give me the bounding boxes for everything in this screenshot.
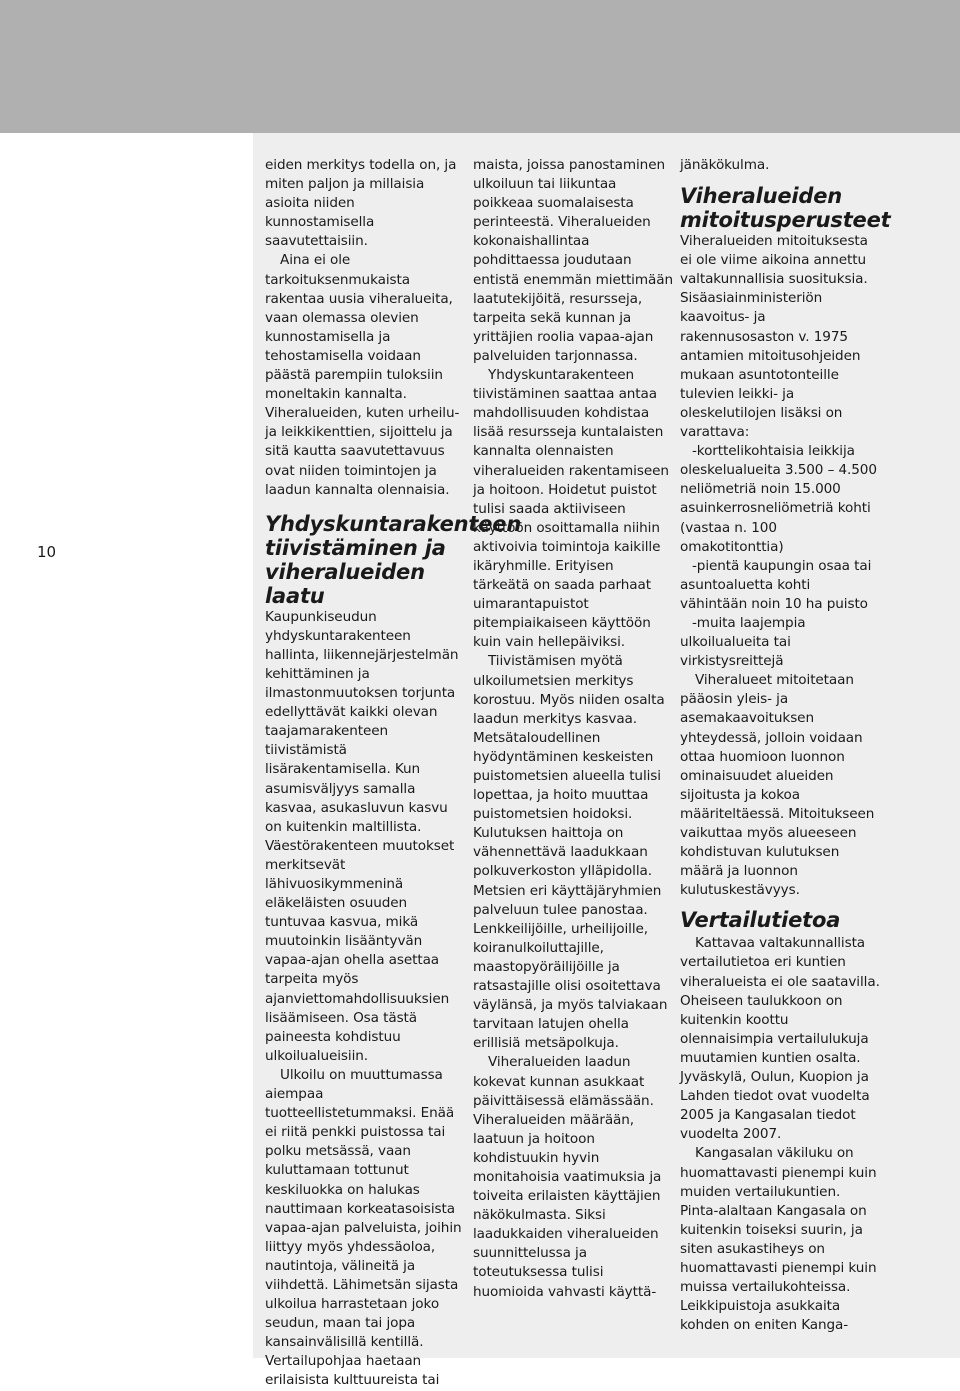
page-number: 10 — [37, 543, 57, 561]
paragraph: eiden merkitys todella on, ja miten paljon ja millaisia asioita niiden kunnostamisella saavutettaisiin. — [265, 157, 457, 250]
paragraph: Ulkoilu on muuttumassa aiempaa tuotteellistetummaksi. Enää ei riitä penkki puistossa tai polku metsässä, vaan kuluttamaan tottunut keskiluokka on halukas nauttimaan korkeatasoisista vapaa-ajan palveluista, joihin liittyy myös yhdessäoloa, nautintoja, välineitä ja viihdettä. Lähimetsän sijasta ulkoilua harrastetaan joko seudun, maan tai jopa kansainvälisillä kentillä. Vertailupohjaa haetaan erilaisista kulttuureista tai — [265, 1066, 462, 1389]
section-heading: Viheralueiden mitoitusperusteet — [680, 184, 891, 233]
paragraph: Kattavaa valtakunnallista vertailutietoa eri kuntien viheralueista ei ole saatavilla. Oheiseen taulukkoon on kuitenkin koottu olennaisimpia vertailulukuja muutamien kuntien osalta. Jyväskylä, Oulun, Kuopion ja Lahden tiedot ovat vuodelta 2005 ja Kangasalan tiedot vuodelta 2007. — [680, 935, 880, 1143]
list-item: -pientä kaupungin osaa tai asuntoaluetta kohti vähintään noin 10 ha puisto — [680, 557, 872, 612]
left-gutter — [0, 133, 253, 1358]
text-column-1 — [265, 156, 522, 1391]
section-heading: Vertailutietoa — [680, 908, 841, 933]
paragraph: Yhdyskuntarakenteen tiivistäminen saattaa antaa mahdollisuuden kohdistaa lisää resursseja kuntalaisten kannalta olennaisten viheralueiden rakentamiseen ja hoitoon. Hoidetut puistot tulisi saada aktiiviseen käyttöön osoittamalla niihin aktivoivia toimintoja kaikille ikäryhmille. Erityisen tärkeätä on saada parhaat uimarantapuistot pitempiaikaiseen käyttöön kuin vain hellepäiviksi. — [473, 367, 669, 651]
paragraph: Viheralueiden laadun kokevat kunnan asukkaat päivittäisessä elämässään. Viheralueiden määrään, laatuun ja hoitoon kohdistuukin hyvin monitahoisia vaatimuksia ja toiveita erilaisten käyttäjien näkökulmasta. Siksi laadukkaiden viheralueiden suunnittelussa ja toteutuksessa tulisi huomioida vahvasti käyttä- — [473, 1054, 662, 1300]
text-column-3 — [680, 156, 891, 1335]
header-band — [0, 0, 960, 133]
text-column-2 — [473, 156, 673, 1302]
paragraph: Kaupunkiseudun yhdyskuntarakenteen hallinta, liikennejärjestelmän kehittäminen ja ilmastonmuutoksen torjunta edellyttävät kaikki olevan taajamarakenteen tiivistämistä lisärakentamisella. Kun asumisväljyys samalla kasvaa, asukasluvun kasvu on kuitenkin maltillista. Väestörakenteen muutokset merkitsevät lähivuosikymmeninä eläkeläisten osuuden tuntuvaa kasvua, mikä muutoinkin lisääntyvän vapaa-ajan ohella asettaa tarpeita myös ajanviettomahdollisuuksien lisäämiseen. Osa tästä paineesta kohdistuu ulkoilualueisiin. — [265, 608, 459, 1064]
list-item: -muita laajempia ulkoilualueita tai virkistysreittejä — [680, 614, 806, 670]
paragraph: Aina ei ole tarkoituksenmukaista rakentaa uusia viheralueita, vaan olemassa olevien kunnostamisella ja tehostamisella voidaan päästä parempiin tuloksiin moneltakin kannalta. Viheralueiden, kuten urheilu- ja leikkikenttien, sijoittelu ja sitä kautta saavutettavuus ovat niiden toimintojen ja laadun kannalta olennaisia. — [265, 252, 460, 498]
list-item: -korttelikohtaisia leikkija oleskelualueita 3.500 – 4.500 neliömetriä noin 15.000 asuinkerrosneliömetriä kohti (vastaa n. 100 omakotitonttia) — [680, 443, 877, 555]
section-heading: Yhdyskuntarakenteen tiivistäminen ja viheralueiden laatu — [265, 511, 522, 608]
paragraph: Tiivistämisen myötä ulkoilumetsien merkitys korostuu. Myös niiden osalta laadun merkitys kasvaa. Metsätaloudellinen hyödyntäminen keskeisten puistometsien alueella tulisi lopettaa, ja hoito muuttaa puistometsien hoidoksi. Kulutuksen haittoja on vähennettävä laadukkaan polkuverkoston ylläpidolla. Metsien eri käyttäjäryhmien palveluun tulee panostaa. Lenkkeilijöille, urheilijoille, koiranulkoiluttajille, maastopyöräilijöille ja ratsastajille olisi osoitettava väylänsä, ja myös talviakaan tarvitaan latujen ohella erillisiä metsäpolkuja. — [473, 653, 668, 1052]
paragraph: jänäkökulma. — [680, 157, 770, 173]
paragraph: Viheralueet mitoitetaan pääosin yleis- ja asemakaavoituksen yhteydessä, jolloin voidaan ottaa huomioon luonnon ominaisuudet alueiden sijoitusta ja kokoa määriteltäessä. Mitoitukseen vaikuttaa myös alueeseen kohdistuvan kulutuksen määrä ja luonnon kulutuskestävyys. — [680, 672, 875, 899]
paragraph: Viheralueiden mitoituksesta ei ole viime aikoina annettu valtakunnallisia suosituksia. Sisäasiainministeriön kaavoitus- ja rakennusosaston v. 1975 antamien mitoitusohjeiden mukaan asuntotonteille tulevien leikki- ja oleskelutilojen lisäksi on varattava: — [680, 233, 868, 441]
paragraph: maista, joissa panostaminen ulkoiluun tai liikuntaa poikkeaa suomalaisesta perinteestä. Viheralueiden kokonaishallintaa pohdittaessa joudutaan entistä enemmän miettimään laatutekijöitä, resursseja, tarpeita sekä kunnan ja yrittäjien roolia vapaa-ajan palveluiden tarjonnassa. — [473, 157, 673, 364]
paragraph: Kangasalan väkiluku on huomattavasti pienempi kuin muiden vertailukuntien. Pinta-alaltaan Kangasala on kuitenkin toiseksi suurin, ja siten asukastiheys on huomattavasti pienempi kuin muissa vertailukohteissa. Leikkipuistoja asukkaita kohden on eniten Kanga- — [680, 1145, 877, 1334]
